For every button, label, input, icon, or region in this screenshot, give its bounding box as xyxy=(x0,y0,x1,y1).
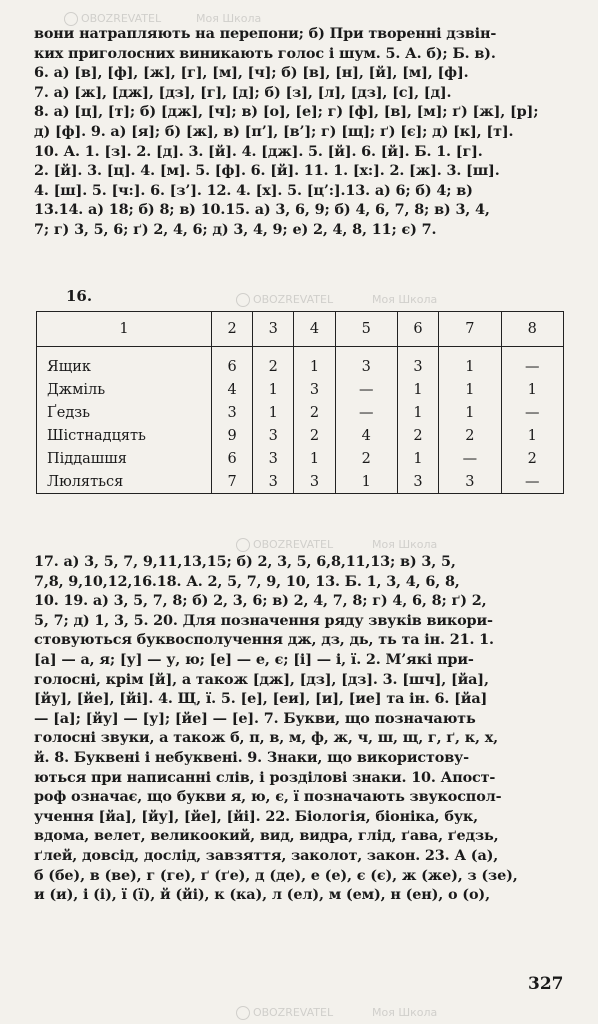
table-cell: 1 xyxy=(294,447,335,470)
table-row xyxy=(37,447,564,470)
table-header-row xyxy=(37,312,564,347)
text-line: роф означає, що букви я, ю, є, ї позначають звукоспол- xyxy=(34,788,502,806)
table-row xyxy=(37,347,564,379)
table-header-cell: 1 xyxy=(37,312,212,347)
text-line: 4. [ш]. 5. [ч:]. 6. [з’]. 12. 4. [х]. 5. [ц’:].13. а) 6; б) 4; в) xyxy=(34,181,473,199)
text-line: й. 8. Буквені і небуквені. 9. Знаки, що використову- xyxy=(34,748,469,766)
text-line: 8. а) [ц], [т]; б) [дж], [ч]; в) [о], [е]; г) [ф], [в], [м]; ґ) [ж], [р]; xyxy=(34,103,539,121)
answers-block-top xyxy=(34,24,566,240)
table-cell: 1 xyxy=(335,470,397,494)
table-cell: 4 xyxy=(212,378,253,401)
table-label: 16. xyxy=(66,287,93,305)
text-line: [а] — а, я; [у] — у, ю; [е] — е, є; [і] — і, ї. 2. М’які при- xyxy=(34,650,474,668)
table-cell: 1 xyxy=(253,401,294,424)
text-line: голосні, крім [й], а також [дж], [дз], [дз]. 3. [шч], [йа], xyxy=(34,670,489,688)
table-cell: 7 xyxy=(212,470,253,494)
table-cell: 3 xyxy=(253,424,294,447)
text-line: [йу], [йе], [йі]. 4. Щ, ї. 5. [е], [еи], [и], [иe] та ін. 6. [йа] xyxy=(34,690,488,708)
watermark: Моя Школа xyxy=(196,12,262,25)
table-cell: 1 xyxy=(501,424,563,447)
table-cell: 6 xyxy=(212,447,253,470)
table-row xyxy=(37,424,564,447)
text-line: 7; г) 3, 5, 6; ґ) 2, 4, 6; д) 3, 4, 9; е) 2, 4, 8, 11; є) 7. xyxy=(34,220,437,238)
text-line: 7. а) [ж], [дж], [дз], [г], [д]; б) [з], [л], [дз], [с], [д]. xyxy=(34,83,452,101)
table-cell: 3 xyxy=(397,470,438,494)
watermark: OBOZREVATEL xyxy=(236,538,333,552)
text-line: 17. а) 3, 5, 7, 9,11,13,15; б) 2, 3, 5, 6,8,11,13; в) 3, 5, xyxy=(34,553,456,570)
table-cell: 3 xyxy=(294,470,335,494)
text-line: голосні звуки, а також б, п, в, м, ф, ж, ч, ш, щ, г, ґ, к, х, xyxy=(34,729,499,747)
table-cell: 3 xyxy=(294,378,335,401)
text-line: — [а]; [йу] — [у]; [йе] — [е]. 7. Букви, що позначають xyxy=(34,709,476,727)
text-line: 10. 19. а) 3, 5, 7, 8; б) 2, 3, 6; в) 2, 4, 7, 8; г) 4, 6, 8; ґ) 2, xyxy=(34,592,487,610)
table-header-cell: 5 xyxy=(335,312,397,347)
table-header-cell: 3 xyxy=(253,312,294,347)
page-number: 327 xyxy=(528,974,564,994)
watermark: Моя Школа xyxy=(372,1006,438,1019)
table-cell: 1 xyxy=(397,401,438,424)
table-header-cell: 6 xyxy=(397,312,438,347)
text-line: ких приголосних виникають голос і шум. 5. А. б); Б. в). xyxy=(34,44,496,62)
answers-block-bottom xyxy=(34,552,566,905)
table-cell: 2 xyxy=(294,424,335,447)
phonetics-table xyxy=(36,311,564,494)
table-cell: 2 xyxy=(335,447,397,470)
table-cell: 2 xyxy=(439,424,501,447)
table-cell: 2 xyxy=(397,424,438,447)
table-cell: — xyxy=(501,347,563,379)
table-cell: 3 xyxy=(335,347,397,379)
text-line: 10. А. 1. [з]. 2. [д]. 3. [й]. 4. [дж]. 5. [й]. 6. [й]. Б. 1. [г]. xyxy=(34,142,483,160)
table-cell: 3 xyxy=(253,470,294,494)
watermark-logo-icon xyxy=(236,1006,250,1020)
text-line: стовуються буквосполучення дж, дз, дь, ть та ін. 21. 1. xyxy=(34,631,494,649)
watermark-logo-icon xyxy=(64,12,78,26)
table-header-cell: 7 xyxy=(439,312,501,347)
watermark-logo-icon xyxy=(236,538,250,552)
text-line: б (бе), в (ве), г (ге), ґ (ґе), д (де), е (е), є (є), ж (же), з (зе), xyxy=(34,866,518,884)
table-cell: 1 xyxy=(439,347,501,379)
table-cell: — xyxy=(335,378,397,401)
table-cell: 1 xyxy=(397,447,438,470)
table-cell: 3 xyxy=(212,401,253,424)
table-row xyxy=(37,401,564,424)
text-line: д) [ф]. 9. а) [я]; б) [ж], в) [п’], [в’]; г) [щ]; ґ) [є]; д) [к], [т]. xyxy=(34,122,514,140)
table-word-cell: Люляться xyxy=(37,470,212,494)
text-line: учення [йа], [йу], [йе], [йі]. 22. Біологія, біоніка, бук, xyxy=(34,807,479,825)
table-cell: 2 xyxy=(501,447,563,470)
table-header-cell: 2 xyxy=(212,312,253,347)
table-word-cell: Джміль xyxy=(37,378,212,401)
table-cell: 3 xyxy=(253,447,294,470)
watermark-logo-icon xyxy=(236,293,250,307)
text-line: вони натрапляють на перепони; б) При творенні дзвін- xyxy=(34,25,497,42)
table-header-cell: 8 xyxy=(501,312,563,347)
watermark: OBOZREVATEL xyxy=(236,293,333,307)
table-cell: 1 xyxy=(397,378,438,401)
table-row xyxy=(37,470,564,494)
table-cell: 9 xyxy=(212,424,253,447)
text-line: 7,8, 9,10,12,16.18. А. 2, 5, 7, 9, 10, 13. Б. 1, 3, 4, 6, 8, xyxy=(34,572,460,590)
text-line: ються при написанні слів, і розділові знаки. 10. Апост- xyxy=(34,768,496,786)
text-line: 6. а) [в], [ф], [ж], [г], [м], [ч]; б) [в], [н], [й], [м], [ф]. xyxy=(34,64,469,82)
table-word-cell: Ящик xyxy=(37,347,212,379)
text-line: вдома, велет, великоокий, вид, видра, глід, ґава, ґедзь, xyxy=(34,827,499,845)
table-header-cell: 4 xyxy=(294,312,335,347)
table-cell: 1 xyxy=(439,378,501,401)
text-line: и (и), і (і), ї (ї), й (йі), к (ка), л (ел), м (ем), н (ен), о (о), xyxy=(34,886,490,904)
table-body xyxy=(37,347,564,494)
table-cell: 6 xyxy=(212,347,253,379)
table-cell: — xyxy=(501,401,563,424)
table-cell: 2 xyxy=(294,401,335,424)
table-word-cell: Ґедзь xyxy=(37,401,212,424)
text-line: 13.14. а) 18; б) 8; в) 10.15. а) 3, 6, 9; б) 4, 6, 7, 8; в) 3, 4, xyxy=(34,201,490,219)
table-word-cell: Шістнадцять xyxy=(37,424,212,447)
table-cell: — xyxy=(501,470,563,494)
text-line: 5, 7; д) 1, 3, 5. 20. Для позначення ряду звуків викори- xyxy=(34,611,493,629)
watermark: OBOZREVATEL xyxy=(64,12,161,26)
table-word-cell: Піддашшя xyxy=(37,447,212,470)
watermark: OBOZREVATEL xyxy=(236,1006,333,1020)
table-cell: 1 xyxy=(253,378,294,401)
table-cell: 3 xyxy=(397,347,438,379)
table-cell: 2 xyxy=(253,347,294,379)
watermark: Моя Школа xyxy=(372,293,438,306)
table-cell: 4 xyxy=(335,424,397,447)
table-cell: — xyxy=(335,401,397,424)
table-cell: 3 xyxy=(439,470,501,494)
table-cell: 1 xyxy=(294,347,335,379)
text-line: ґлей, довсід, дослід, завзяття, заколот, закон. 23. А (а), xyxy=(34,846,499,864)
table-cell: 1 xyxy=(501,378,563,401)
table-cell: — xyxy=(439,447,501,470)
table-cell: 1 xyxy=(439,401,501,424)
text-line: 2. [й]. 3. [ц]. 4. [м]. 5. [ф]. 6. [й]. 11. 1. [х:]. 2. [ж]. 3. [ш]. xyxy=(34,162,500,180)
table-row xyxy=(37,378,564,401)
watermark: Моя Школа xyxy=(372,538,438,551)
